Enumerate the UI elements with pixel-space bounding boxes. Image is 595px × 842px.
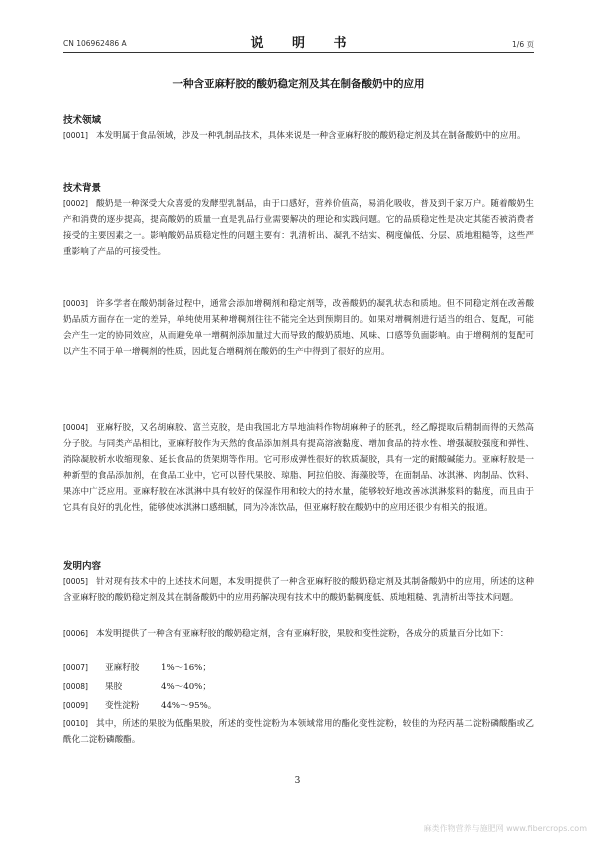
paragraph-number: [0010] (63, 719, 88, 728)
paragraph-text: 针对现有技术中的上述技术问题，本发明提供了一种含亚麻籽胶的酸奶稳定剂及其制备酸奶中的应用，所述的这种含亚麻籽胶的酸奶稳定剂及其在制备酸奶中的应用药解决现有技术中的酸奶黏稠度低、质地粗糙、乳清析出等技术问题。 (63, 577, 534, 603)
patent-number: CN 106962486 A (63, 39, 127, 48)
section-heading-summary: 发明内容 (63, 561, 102, 572)
component-amount: 44%～95%。 (161, 701, 217, 711)
paragraph-text: 酸奶是一种深受大众喜爱的发酵型乳制品，由于口感好，营养价值高，易消化吸收，普及到千家万户。随着酸奶生产和消费的逐步提高，提高酸奶的质量一直是乳品行业需要解决的理论和实践问题。它的品质稳定性是决定其能否被消费者接受的主要因素之一。影响酸奶品质稳定性的问题主要有：乳清析出、凝乳不结实、稠度偏低、分层、质地粗糙等，这些严重影响了产品的可接受性。 (63, 199, 534, 257)
component-name: 果胶 (105, 682, 123, 692)
paragraph-text: 本发明提供了一种含有亚麻籽胶的酸奶稳定剂，含有亚麻籽胶，果胶和变性淀粉，各成分的质量百分比如下： (95, 629, 509, 639)
paragraph-number: [0009] (63, 701, 88, 710)
watermark: 麻类作物营养与施肥网 www.fibercrops.com (423, 824, 587, 833)
paragraph (63, 128, 534, 144)
paragraph (63, 626, 534, 642)
paragraph-text: 其中，所述的果胶为低酯果胶，所述的变性淀粉为本领域常用的酯化变性淀粉，较佳的为羟丙基二淀粉磷酸酯或乙酰化二淀粉磷酸酯。 (63, 719, 534, 745)
paragraph-number: [0007] (63, 663, 88, 672)
paragraph-number: [0004] (63, 423, 88, 432)
composition-row (63, 660, 534, 676)
component-amount: 4%～40%； (161, 682, 211, 692)
paragraph-text: 许多学者在酸奶制备过程中，通常会添加增稠剂和稳定剂等，改善酸奶的凝乳状态和质地。但不同稳定剂在改善酸奶品质方面存在一定的差异，单纯使用某种增稠剂往往不能完全达到预期目的。如果对增稠剂进行适当的组合、复配，可能会产生一定的协同效应，从而避免单一增稠剂添加量过大而导致的酸奶质地、风味、口感等负面影响。由于增稠剂的复配可以产生不同于单一增稠剂的性质，因此复合增稠剂在酸奶的生产中得到了很好的应用。 (63, 299, 534, 357)
section-heading-tech-field: 技术领域 (63, 115, 102, 126)
paragraph (63, 296, 534, 360)
header-title: 说 明 书 (250, 36, 359, 51)
component-name: 变性淀粉 (105, 701, 140, 711)
composition-row (63, 698, 534, 714)
paragraph-number: [0003] (63, 299, 88, 308)
paragraph-number: [0001] (63, 131, 88, 140)
paragraph-number: [0008] (63, 682, 88, 691)
section-heading-background: 技术背景 (63, 183, 102, 194)
component-amount: 1%～16%； (161, 663, 211, 673)
paragraph-text: 亚麻籽胶，又名胡麻胶、富兰克胶，是由我国北方旱地油料作物胡麻种子的胚乳，经乙醇提取后精制而得的天然高分子胶。与同类产品相比，亚麻籽胶作为天然的食品添加剂具有提高溶液黏度、增加食品的持水性、增强凝胶强度和弹性、消除凝胶析水收缩现象、延长食品的货架期等作用。它可形成弹性很好的软质凝胶，具有一定的耐酸碱能力。亚麻籽胶是一种新型的食品添加剂，在食品工业中，它可以替代果胶、琼脂、阿拉伯胶、海藻胶等，在面制品、冰淇淋、肉制品、饮料、果冻中广泛应用。亚麻籽胶在冰淇淋中具有较好的保湿作用和较大的持水量，能够较好地改善冰淇淋浆料的黏度，而且由于它具有良好的乳化性，能够使冰淇淋口感细腻，同为冷冻饮品，但亚麻籽胶在酸奶中的应用还很少有相关的报道。 (63, 423, 534, 513)
composition-row (63, 679, 534, 695)
document-title: 一种含亚麻籽胶的酸奶稳定剂及其在制备酸奶中的应用 (172, 78, 425, 90)
header-divider (63, 52, 534, 53)
page-indicator: 1/6 页 (512, 40, 534, 49)
paragraph-number: [0006] (63, 629, 88, 638)
paragraph (63, 420, 534, 516)
page-number: 3 (294, 776, 301, 786)
page-header (63, 30, 534, 52)
paragraph (63, 716, 534, 748)
component-name: 亚麻籽胶 (105, 663, 140, 673)
paragraph-text: 本发明属于食品领域，涉及一种乳制品技术，具体来说是一种含亚麻籽胶的酸奶稳定剂及其在制备酸奶中的应用。 (95, 131, 526, 141)
paragraph-number: [0005] (63, 577, 88, 586)
paragraph-number: [0002] (63, 199, 88, 208)
paragraph (63, 574, 534, 606)
paragraph (63, 196, 534, 260)
